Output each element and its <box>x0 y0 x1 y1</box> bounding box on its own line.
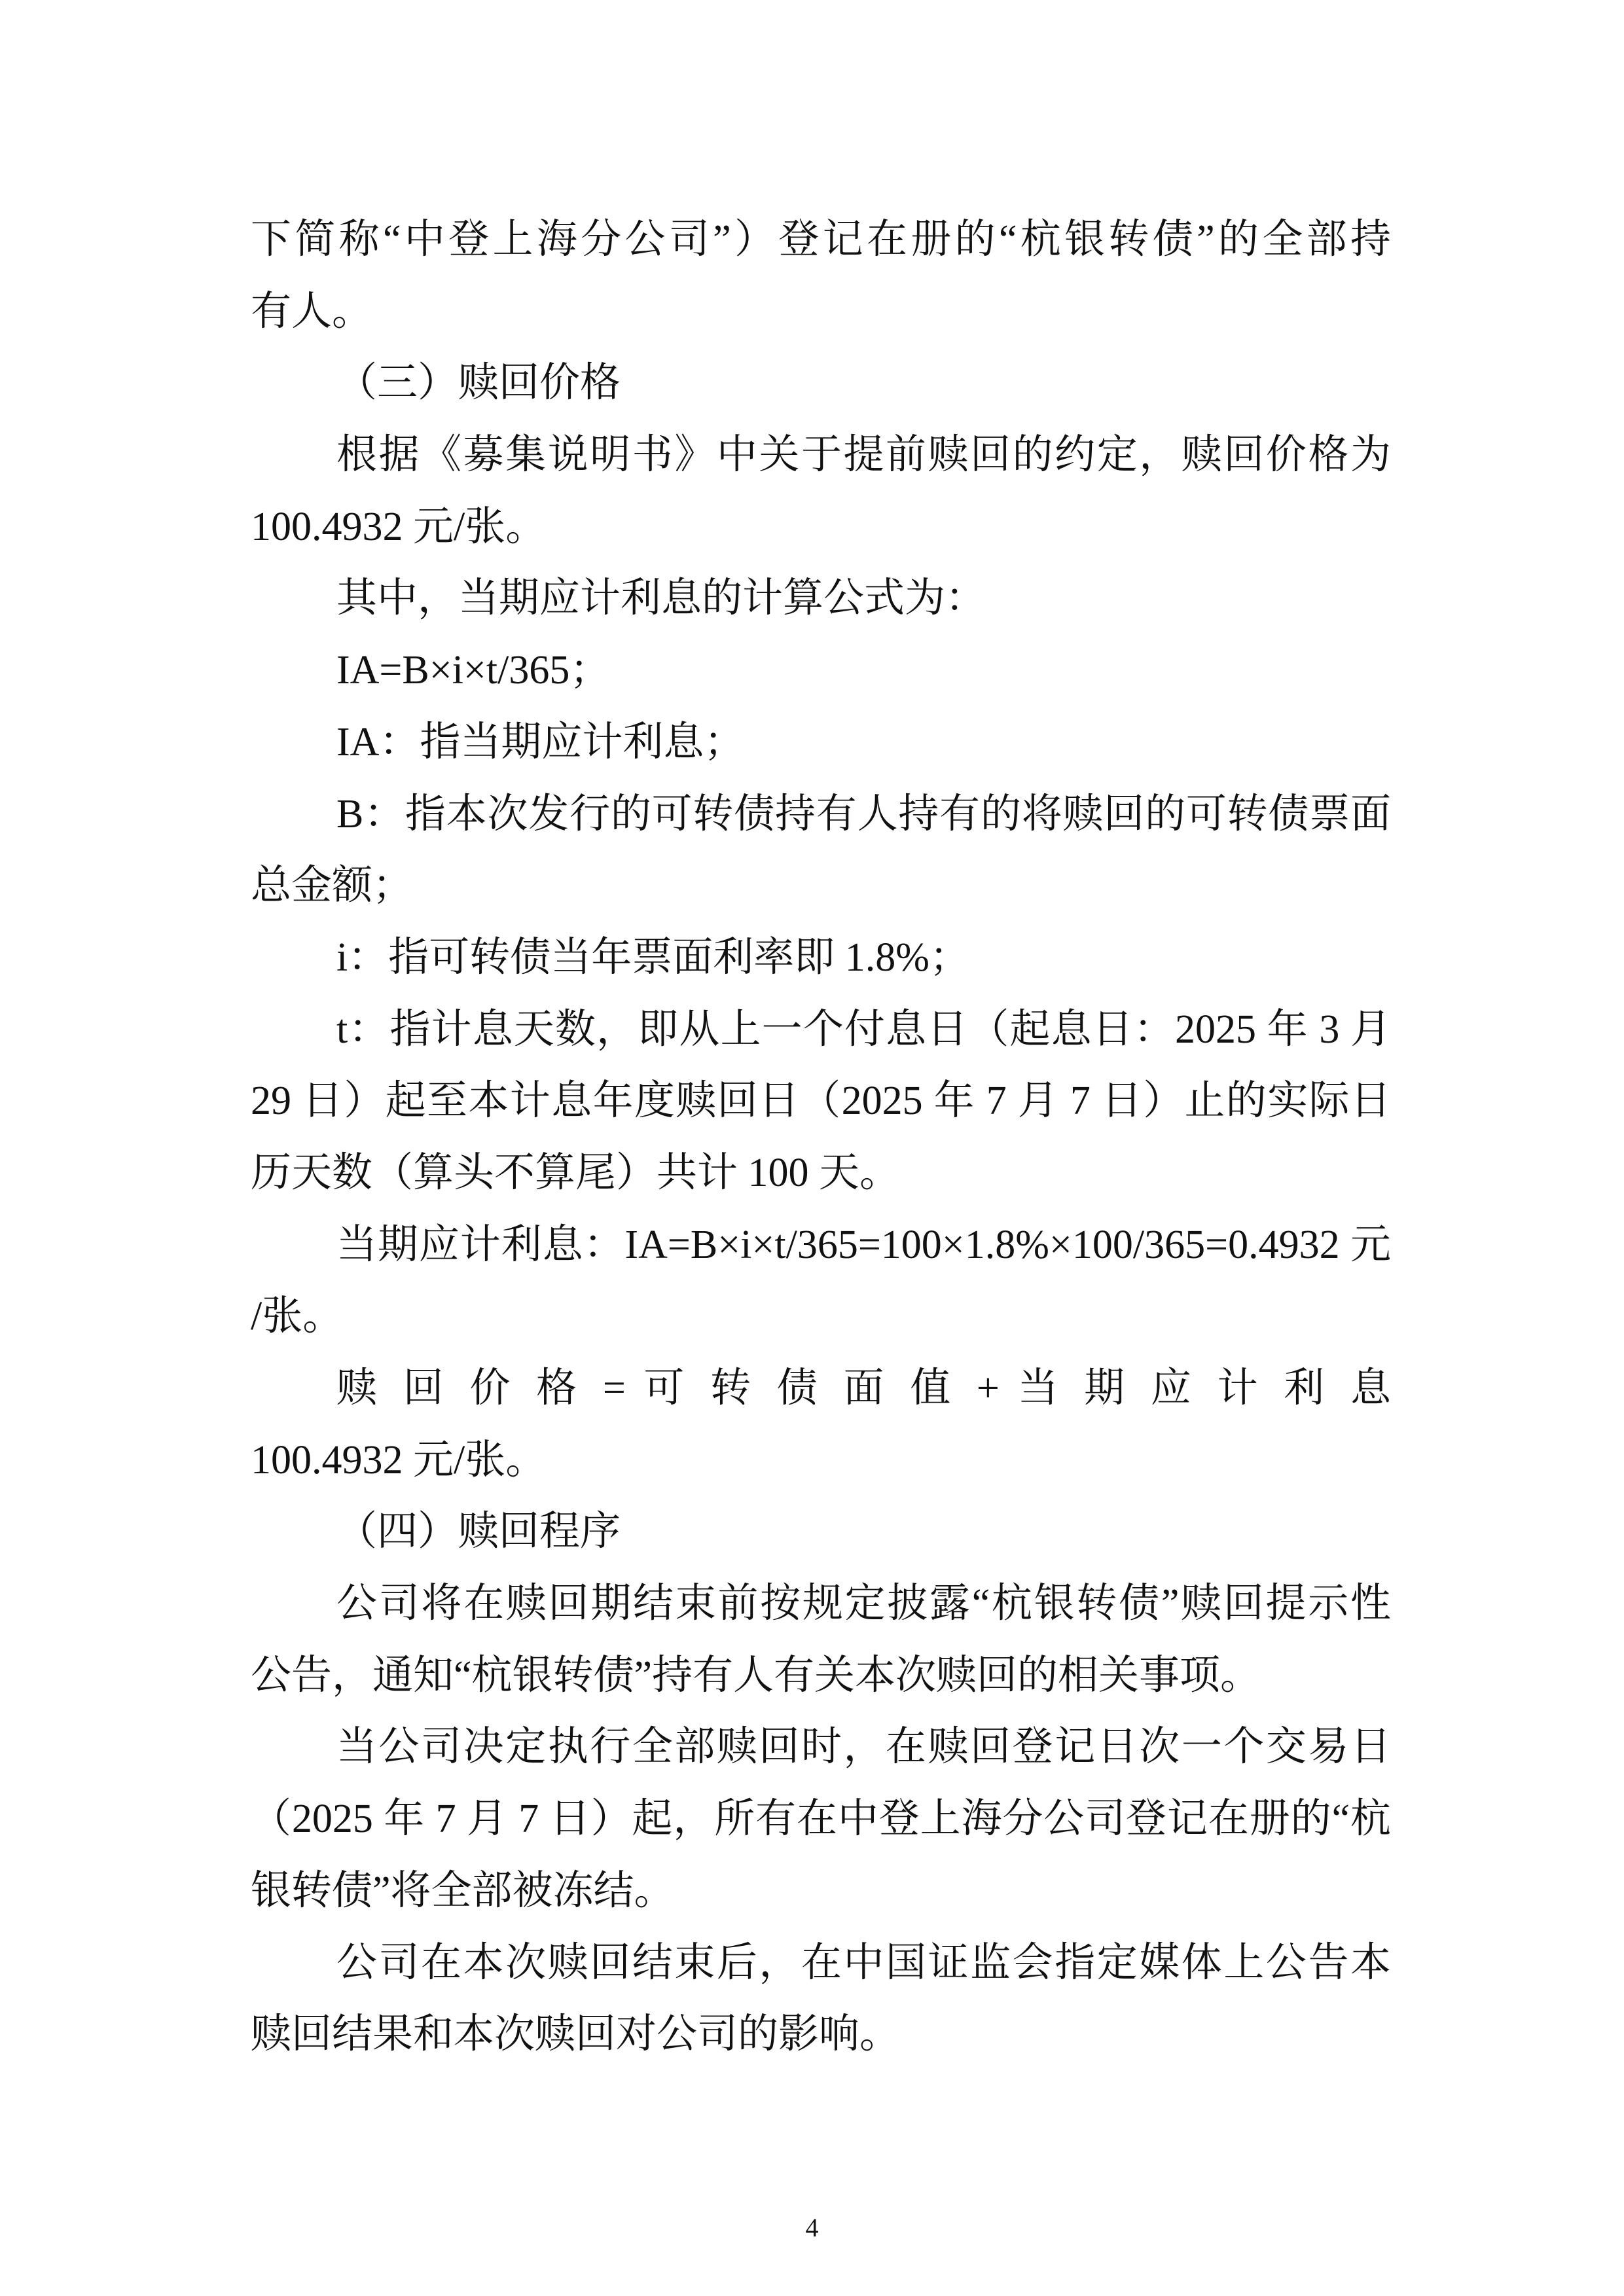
text-line: IA：指当期应计利息； <box>336 719 745 764</box>
text-line: 公司在本次赎回结束后，在中国证监会指定媒体上公告本 <box>336 1940 1391 1985</box>
text-line: 公告，通知“杭银转债”持有人有关本次赎回的相关事项。 <box>251 1653 1261 1698</box>
document-body <box>251 204 1391 2071</box>
text-line: （四）赎回程序 <box>336 1509 621 1554</box>
text-line: 根据《募集说明书》中关于提前赎回的约定，赎回价格为 <box>336 433 1391 478</box>
text-line: 总金额； <box>251 863 414 908</box>
text-line: i：指可转债当年票面利率即 1.8%； <box>336 935 970 980</box>
text-line: 下简称“中登上海分公司”）登记在册的“杭银转债”的全部持 <box>251 217 1391 262</box>
text-line: （三）赎回价格 <box>336 361 621 406</box>
text-line: 当期应计利息：IA=B×i×t/365=100×1.8%×100/365=0.4932 元 <box>336 1222 1391 1267</box>
text-line: B：指本次发行的可转债持有人持有的将赎回的可转债票面 <box>336 791 1391 836</box>
text-line: 赎回结果和本次赎回对公司的影响。 <box>251 2012 901 2057</box>
text-line: 银转债”将全部被冻结。 <box>251 1868 675 1913</box>
text-line: 100.4932 元/张。 <box>251 1437 547 1482</box>
text-line: 有人。 <box>251 289 373 334</box>
text-line: 其中，当期应计利息的计算公式为： <box>336 576 986 621</box>
text-line: t：指计息天数，即从上一个付息日（起息日：2025 年 3 月 <box>336 1007 1391 1052</box>
text-line: （2025 年 7 月 7 日）起，所有在中登上海分公司登记在册的“杭 <box>251 1797 1391 1842</box>
text-line: 当公司决定执行全部赎回时，在赎回登记日次一个交易日 <box>336 1725 1391 1770</box>
text-line: 赎 回 价 格 = 可 转 债 面 值 + 当 期 应 计 利 息 <box>336 1366 1391 1410</box>
text-line: 历天数（算头不算尾）共计 100 天。 <box>251 1150 901 1195</box>
text-line: 29 日）起至本计息年度赎回日（2025 年 7 月 7 日）止的实际日 <box>251 1079 1391 1124</box>
text-line: IA=B×i×t/365； <box>336 648 611 693</box>
text-line: /张。 <box>251 1294 344 1339</box>
text-line: 公司将在赎回期结束前按规定披露“杭银转债”赎回提示性 <box>336 1581 1391 1626</box>
text-line: 100.4932 元/张。 <box>251 504 547 549</box>
page-number: 4 <box>805 2213 819 2242</box>
